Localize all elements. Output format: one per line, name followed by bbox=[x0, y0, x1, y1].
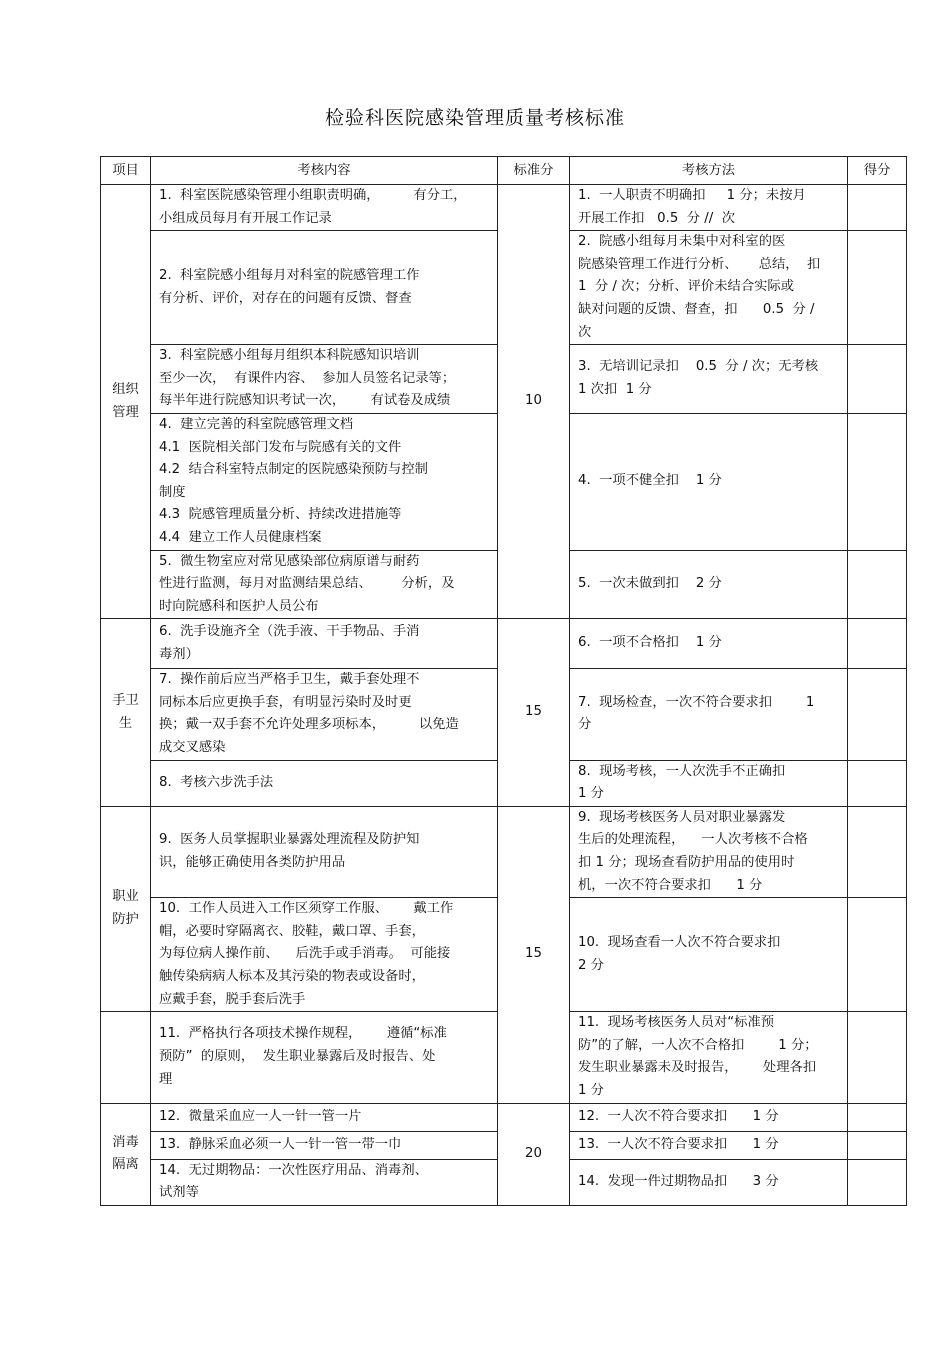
header-method: 考核方法 bbox=[570, 157, 848, 185]
content-cell bbox=[151, 806, 498, 897]
text-line: 10. 现场查看一人次不符合要求扣 bbox=[578, 935, 781, 951]
text-block bbox=[159, 265, 491, 310]
text-block bbox=[159, 345, 491, 413]
text-line: 防”的了解，一人次不合格扣 1 分； bbox=[578, 1037, 818, 1053]
text-line: 开展工作扣 0.5 分 // 次 bbox=[578, 210, 735, 226]
text-line: 8. 考核六步洗手法 bbox=[159, 774, 274, 790]
text-line: 4.1 医院相关部门发布与院感有关的文件 bbox=[159, 439, 402, 455]
category-label: 职业防护 bbox=[112, 889, 139, 928]
text-line: 发生职业暴露未及时报告， 处理各扣 bbox=[578, 1060, 817, 1076]
text-block bbox=[578, 573, 841, 596]
category-label: 手卫生 bbox=[112, 692, 139, 731]
method-cell bbox=[570, 806, 848, 897]
text-line: 7. 操作前后应当严格手卫生，戴手套处理不 bbox=[159, 672, 420, 688]
method-cell bbox=[570, 619, 848, 669]
points-cell[interactable] bbox=[848, 1103, 907, 1131]
method-cell bbox=[570, 1103, 848, 1131]
text-line: 生后的处理流程， 一人次考核不合格 bbox=[578, 832, 808, 848]
text-line: 机，一次不符合要求扣 1 分 bbox=[578, 877, 763, 893]
method-cell bbox=[570, 760, 848, 806]
table-row bbox=[101, 619, 907, 669]
text-line: 11. 严格执行各项技术操作规程， 遵循“标准 bbox=[159, 1026, 447, 1042]
text-line: 4. 建立完善的科室院感管理文档 bbox=[159, 416, 353, 432]
text-line: 7. 现场检查，一次不符合要求扣 1 bbox=[578, 694, 815, 710]
text-block bbox=[578, 1171, 841, 1194]
text-line: 4.3 院感管理质量分析、持续改进措施等 bbox=[159, 507, 402, 523]
text-line: 次 bbox=[578, 324, 592, 340]
text-line: 性进行监测，每月对监测结果总结、 分析，及 bbox=[159, 576, 455, 592]
text-line: 换；戴一双手套不允许处理多项标本， 以免造 bbox=[159, 717, 459, 733]
method-cell bbox=[570, 1012, 848, 1103]
text-line: 10. 工作人员进入工作区须穿工作服、 戴工作 bbox=[159, 901, 454, 917]
text-block bbox=[578, 1012, 841, 1102]
text-line: 12. 一人次不符合要求扣 1 分 bbox=[578, 1108, 779, 1124]
content-cell bbox=[151, 1012, 498, 1103]
text-block bbox=[578, 1134, 841, 1157]
content-cell bbox=[151, 231, 498, 345]
text-line: 13. 静脉采血必须一人一针一管一带一巾 bbox=[159, 1136, 402, 1152]
text-line: 9. 医务人员掌握职业暴露处理流程及防护知 bbox=[159, 832, 420, 848]
text-line: 同标本后应更换手套，有明显污染时及时更 bbox=[159, 694, 412, 710]
score-cell: 15 bbox=[498, 806, 570, 1103]
text-line: 院感染管理工作进行分析、 总结， 扣 bbox=[578, 256, 821, 272]
text-line: 14. 发现一件过期物品扣 3 分 bbox=[578, 1173, 779, 1189]
category-cell bbox=[101, 806, 151, 1011]
method-cell bbox=[570, 550, 848, 619]
text-line: 帽，必要时穿隔离衣、胶鞋，戴口罩、手套， bbox=[159, 923, 425, 939]
text-line: 13. 一人次不符合要求扣 1 分 bbox=[578, 1136, 779, 1152]
category-cell bbox=[101, 619, 151, 807]
method-cell bbox=[570, 345, 848, 414]
points-cell[interactable] bbox=[848, 1012, 907, 1103]
text-block bbox=[578, 807, 841, 897]
content-cell bbox=[151, 669, 498, 760]
table-row bbox=[101, 1103, 907, 1131]
text-line: 小组成员每月有开展工作记录 bbox=[159, 210, 332, 226]
header-content: 考核内容 bbox=[151, 157, 498, 185]
text-block bbox=[159, 185, 491, 230]
text-block bbox=[578, 470, 841, 493]
text-line: 14. 无过期物品：一次性医疗用品、消毒剂、 bbox=[159, 1162, 428, 1178]
text-block bbox=[159, 1106, 491, 1129]
content-cell bbox=[151, 898, 498, 1012]
text-line: 5. 微生物室应对常见感染部位病原谱与耐药 bbox=[159, 553, 420, 569]
method-cell bbox=[570, 1131, 848, 1159]
text-block bbox=[578, 356, 841, 401]
text-block bbox=[159, 772, 491, 795]
points-cell[interactable] bbox=[848, 1159, 907, 1205]
text-block bbox=[578, 632, 841, 655]
category-label: 组织管理 bbox=[112, 382, 139, 420]
text-block bbox=[159, 829, 491, 874]
text-line: 有分析、评价，对存在的问题有反馈、督查 bbox=[159, 290, 412, 306]
text-line: 6. 洗手设施齐全（洗手液、干手物品、手消 bbox=[159, 624, 420, 640]
method-cell bbox=[570, 185, 848, 231]
text-line: 成交叉感染 bbox=[159, 740, 226, 756]
text-line: 1 次扣 1 分 bbox=[578, 382, 652, 398]
header-score: 标准分 bbox=[498, 157, 570, 185]
text-line: 3. 科室院感小组每月组织本科院感知识培训 bbox=[159, 348, 420, 364]
text-block bbox=[159, 898, 491, 1011]
content-cell bbox=[151, 619, 498, 669]
category-label: 消毒隔离 bbox=[112, 1134, 139, 1173]
header-item: 项目 bbox=[101, 157, 151, 185]
text-line: 扣 1 分；现场查看防护用品的使用时 bbox=[578, 855, 795, 871]
points-cell[interactable] bbox=[848, 231, 907, 345]
text-block bbox=[578, 761, 841, 806]
text-block bbox=[159, 669, 491, 759]
content-cell bbox=[151, 1103, 498, 1131]
text-line: 分 bbox=[578, 717, 592, 733]
text-block bbox=[578, 932, 841, 977]
text-block bbox=[578, 185, 841, 230]
text-line: 6. 一项不合格扣 1 分 bbox=[578, 635, 722, 651]
text-block bbox=[578, 1106, 841, 1129]
points-cell[interactable] bbox=[848, 550, 907, 619]
text-line: 至少一次， 有课件内容、 参加人员签名记录等； bbox=[159, 370, 456, 386]
text-line: 1 分 bbox=[578, 1082, 604, 1098]
text-block bbox=[578, 231, 841, 344]
assessment-table bbox=[100, 156, 907, 1206]
text-line: 1. 科室医院感染管理小组职责明确， 有分工， bbox=[159, 188, 467, 203]
text-line: 2 分 bbox=[578, 957, 604, 973]
text-line: 1 分 / 次；分析、评价未结合实际或 bbox=[578, 279, 795, 295]
points-cell[interactable] bbox=[848, 619, 907, 669]
text-line: 制度 bbox=[159, 484, 186, 500]
text-line: 预防” 的原则， 发生职业暴露后及时报告、处 bbox=[159, 1049, 436, 1065]
method-cell bbox=[570, 1159, 848, 1205]
text-line: 1. 一人职责不明确扣 1 分；未按月 bbox=[578, 188, 806, 203]
text-block bbox=[159, 414, 491, 550]
points-cell[interactable] bbox=[848, 669, 907, 760]
points-cell[interactable] bbox=[848, 345, 907, 414]
content-cell bbox=[151, 1159, 498, 1205]
points-cell[interactable] bbox=[848, 413, 907, 550]
points-cell[interactable] bbox=[848, 1131, 907, 1159]
text-line: 理 bbox=[159, 1071, 173, 1087]
table-row bbox=[101, 806, 907, 897]
text-line: 2. 科室院感小组每月对科室的院感管理工作 bbox=[159, 268, 420, 284]
text-block bbox=[159, 1023, 491, 1091]
text-line: 缺对问题的反馈、督查，扣 0.5 分 / bbox=[578, 301, 815, 317]
text-line: 为每位病人操作前、 后洗手或手消毒。 可能接 bbox=[159, 946, 451, 962]
table-header-row bbox=[101, 157, 907, 185]
method-cell bbox=[570, 669, 848, 760]
points-cell[interactable] bbox=[848, 898, 907, 1012]
text-block bbox=[159, 621, 491, 666]
content-cell bbox=[151, 413, 498, 550]
text-line: 应戴手套，脱手套后洗手 bbox=[159, 991, 306, 1007]
category-cell bbox=[101, 185, 151, 619]
text-line: 每半年进行院感知识考试一次， 有试卷及成绩 bbox=[159, 393, 451, 409]
category-cell-empty bbox=[101, 1012, 151, 1103]
text-line: 4.4 建立工作人员健康档案 bbox=[159, 529, 322, 545]
content-cell bbox=[151, 185, 498, 231]
method-cell bbox=[570, 231, 848, 345]
table-row bbox=[101, 185, 907, 231]
text-block bbox=[159, 1134, 491, 1157]
points-cell[interactable] bbox=[848, 806, 907, 897]
text-line: 5. 一次未做到扣 2 分 bbox=[578, 576, 722, 592]
text-line: 毒剂） bbox=[159, 646, 199, 662]
method-cell bbox=[570, 898, 848, 1012]
content-cell bbox=[151, 1131, 498, 1159]
text-line: 3. 无培训记录扣 0.5 分 / 次；无考核 bbox=[578, 359, 819, 375]
score-cell: 20 bbox=[498, 1103, 570, 1205]
category-cell bbox=[101, 1103, 151, 1205]
text-line: 11. 现场考核医务人员对“标准预 bbox=[578, 1015, 775, 1031]
content-cell bbox=[151, 760, 498, 806]
text-line: 4. 一项不健全扣 1 分 bbox=[578, 473, 722, 489]
header-points: 得分 bbox=[848, 157, 907, 185]
method-cell bbox=[570, 413, 848, 550]
text-block bbox=[159, 1160, 491, 1205]
text-line: 2. 院感小组每月未集中对科室的医 bbox=[578, 234, 786, 250]
text-line: 4.2 结合科室特点制定的医院感染预防与控制 bbox=[159, 462, 428, 478]
score-cell: 10 bbox=[498, 185, 570, 619]
text-line: 9. 现场考核医务人员对职业暴露发 bbox=[578, 809, 786, 825]
text-line: 时向院感科和医护人员公布 bbox=[159, 598, 319, 614]
text-line: 试剂等 bbox=[159, 1185, 199, 1201]
text-block bbox=[578, 692, 841, 737]
text-line: 1 分 bbox=[578, 786, 604, 802]
text-line: 8. 现场考核，一人次洗手不正确扣 bbox=[578, 763, 786, 779]
content-cell bbox=[151, 345, 498, 414]
text-block bbox=[159, 551, 491, 619]
score-cell: 15 bbox=[498, 619, 570, 807]
points-cell[interactable] bbox=[848, 760, 907, 806]
text-line: 识，能够正确使用各类防护用品 bbox=[159, 855, 346, 871]
document-title: 检验科医院感染管理质量考核标准 bbox=[324, 107, 625, 129]
points-cell[interactable] bbox=[848, 185, 907, 231]
content-cell bbox=[151, 550, 498, 619]
text-line: 触传染病病人标本及其污染的物表或设备时， bbox=[159, 969, 425, 984]
text-line: 12. 微量采血应一人一针一管一片 bbox=[159, 1108, 362, 1124]
